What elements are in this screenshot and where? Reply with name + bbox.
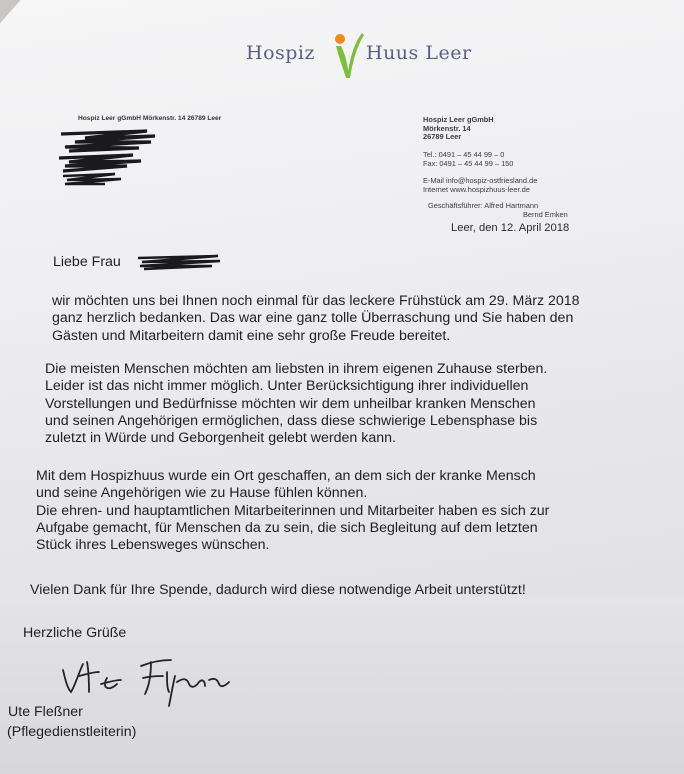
p1-line: wir möchten uns bei Ihnen noch einmal für das leckere Frühstück am 29. März 2018 bbox=[52, 293, 580, 309]
p3-line: Die ehren- und hauptamtlichen Mitarbeiterinnen und Mitarbeiter haben es sich zur bbox=[36, 502, 550, 519]
p3-line: Stück ihres Lebensweges wünschen. bbox=[36, 537, 270, 554]
sender-internet: Internet www.hospizhuus-leer.de bbox=[423, 184, 530, 194]
p3-line: und seine Angehörigen wie zu Hause fühlen können. bbox=[36, 485, 368, 502]
p1-line: Gästen und Mitarbeitern damit eine sehr große Freude bereitet. bbox=[52, 327, 451, 344]
sender-company: Hospiz Leer gGmbH bbox=[423, 115, 494, 124]
sender-return-line: Hospiz Leer gGmbH Mörkenstr. 14 26789 Leer bbox=[78, 115, 222, 122]
thank-you-line: Vielen Dank für Ihre Spende, dadurch wird diese notwendige Arbeit unterstützt! bbox=[30, 582, 526, 598]
paragraph-2 bbox=[45, 361, 547, 447]
p2-line: zuletzt in Würde und Geborgenheit gelebt werden kann. bbox=[45, 430, 396, 447]
p1-line: ganz herzlich bedanken. Das war eine ganz tolle Überraschung und Sie haben den bbox=[52, 310, 574, 327]
p2-line: Vorstellungen und Bedürfnisse möchten wir dem unheilbar kranken Menschen bbox=[45, 395, 536, 412]
figure-logo-icon bbox=[330, 30, 366, 80]
sender-fax: Fax: 0491 – 45 44 99 – 150 bbox=[423, 158, 514, 168]
signer-name: Ute Fleßner bbox=[8, 704, 83, 720]
paragraph-3 bbox=[36, 468, 549, 554]
director-line: Geschäftsführer: Alfred Hartmann bbox=[428, 201, 539, 210]
p3-line: Mit dem Hospizhuus wurde ein Ort geschaffen, an dem sich der kranke Mensch bbox=[36, 468, 536, 484]
logo-text-left: Hospiz bbox=[246, 42, 316, 64]
sender-tel: Tel.: 0491 – 45 44 99 – 0 bbox=[423, 150, 505, 159]
p2-line: Die meisten Menschen möchten am liebsten in ihrem eigenen Zuhause sterben. bbox=[45, 361, 548, 377]
closing: Herzliche Grüße bbox=[23, 625, 127, 641]
logo-text-right: Huus Leer bbox=[366, 42, 472, 64]
sender-email: E-Mail info@hospiz-ostfriesland.de bbox=[423, 176, 538, 185]
handwritten-signature bbox=[55, 648, 245, 710]
sender-city: 26789 Leer bbox=[423, 132, 462, 141]
p3-line: Aufgabe gemacht, für Menschen da zu sein, die sich Begleitung auf dem letzten bbox=[36, 519, 538, 536]
director-line-2: Bernd Emken bbox=[523, 209, 568, 219]
paragraph-1 bbox=[52, 293, 580, 345]
letter-date: Leer, den 12. April 2018 bbox=[451, 222, 570, 234]
sender-street: Mörkenstr. 14 bbox=[423, 123, 471, 133]
salutation: Liebe Frau bbox=[53, 254, 121, 270]
signer-title: (Pflegedienstleiterin) bbox=[7, 724, 137, 740]
redacted-name bbox=[134, 252, 224, 272]
p2-line: Leider ist das nicht immer möglich. Unter Berücksichtigung ihrer individuellen bbox=[45, 378, 529, 395]
redacted-address bbox=[55, 126, 165, 188]
p2-line: und seinen Angehörigen ermöglichen, dass diese schwierige Lebensphase bis bbox=[45, 412, 538, 429]
